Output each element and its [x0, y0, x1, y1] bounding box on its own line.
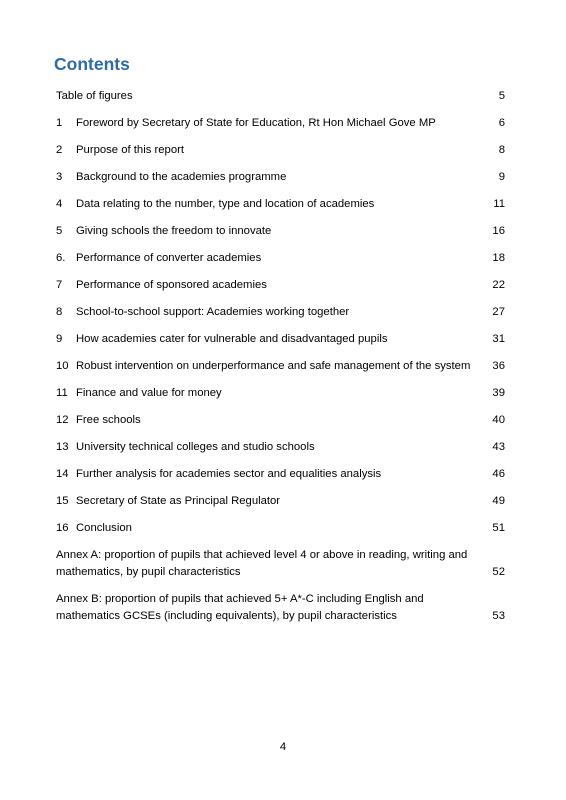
toc-entry-page: 39 [492, 387, 505, 399]
toc-entry[interactable] [56, 196, 505, 213]
toc-entry-number: 7 [56, 279, 63, 291]
toc-entry[interactable] [56, 115, 505, 132]
toc-entry-title: 9 How academies cater for vulnerable and disadvantaged pupils [56, 331, 505, 348]
toc-entry-page: 52 [492, 566, 505, 578]
toc-entry-number: 8 [56, 306, 63, 318]
toc-entry[interactable] [56, 250, 505, 267]
toc-entry-page: 11 [493, 198, 505, 210]
toc-entry-annex-b[interactable] [56, 591, 505, 625]
toc-entry-page: 46 [492, 468, 505, 480]
toc-entry[interactable] [56, 304, 505, 321]
toc-entry-title: 2 Purpose of this report [56, 142, 505, 159]
toc-entry-number: 16 [56, 522, 69, 534]
toc-entry[interactable] [56, 385, 505, 402]
toc-entry[interactable] [56, 520, 505, 537]
toc-entry[interactable] [56, 466, 505, 483]
toc-entry-page: 27 [492, 306, 505, 318]
toc-entry-page: 6 [498, 117, 505, 129]
toc-entry-title: 11 Finance and value for money [56, 385, 505, 402]
table-of-contents [56, 88, 505, 625]
toc-entry-title: Annex A: proportion of pupils that achieved level 4 or above in reading, writing and mathematics, by pupil characteristics [56, 549, 468, 578]
toc-entry-title: 7 Performance of sponsored academies [56, 277, 505, 294]
toc-entry-page: 36 [492, 360, 505, 372]
toc-entry[interactable] [56, 223, 505, 240]
page-number: 4 [279, 741, 287, 753]
toc-entry-title: 8 School-to-school support: Academies working together [56, 304, 505, 321]
toc-entry-page: 16 [492, 225, 505, 237]
toc-entry[interactable] [56, 439, 505, 456]
toc-entry-number: 11 [56, 387, 68, 399]
toc-entry-number: 2 [56, 144, 63, 156]
toc-entry-page: 31 [492, 333, 505, 345]
toc-entry-number: 15 [56, 495, 69, 507]
toc-entry-number: 6. [56, 252, 66, 264]
toc-entry[interactable] [56, 412, 505, 429]
toc-entry-title: 15 Secretary of State as Principal Regulator [56, 493, 505, 510]
toc-entry-number: 1 [56, 117, 63, 129]
toc-entry-number: 14 [56, 468, 69, 480]
toc-entry-number: 10 [56, 360, 69, 372]
toc-entry-page: 53 [492, 610, 505, 622]
toc-entry-number: 9 [56, 333, 63, 345]
toc-entry-title: 4 Data relating to the number, type and location of academies [56, 196, 505, 213]
toc-entry[interactable] [56, 277, 505, 294]
toc-entry-title: 5 Giving schools the freedom to innovate [56, 223, 505, 240]
toc-entry-page: 5 [498, 90, 505, 102]
toc-entry-page: 9 [498, 171, 505, 183]
toc-entry-title: 14 Further analysis for academies sector and equalities analysis [56, 466, 505, 483]
toc-entry[interactable] [56, 169, 505, 186]
toc-entry-title: 10 Robust intervention on underperformance and safe management of the system [56, 358, 505, 375]
toc-entry[interactable] [56, 493, 505, 510]
toc-entry-title: 13 University technical colleges and studio schools [56, 439, 505, 456]
contents-heading: Contents [54, 54, 130, 74]
toc-entry-page: 51 [492, 522, 505, 534]
toc-entry[interactable] [56, 88, 505, 105]
toc-entry-number: 13 [56, 441, 69, 453]
toc-entry-number: 3 [56, 171, 63, 183]
toc-entry-title: Table of figures [56, 90, 133, 102]
toc-entry-page: 49 [492, 495, 505, 507]
toc-entry-annex-a[interactable] [56, 547, 505, 581]
toc-entry-page: 43 [492, 441, 505, 453]
toc-entry-title: 3 Background to the academies programme [56, 169, 505, 186]
toc-entry-title: 16 Conclusion [56, 520, 505, 537]
toc-entry-number: 5 [56, 225, 63, 237]
toc-entry-number: 4 [56, 198, 63, 210]
toc-entry-title: 12 Free schools [56, 412, 505, 429]
toc-entry-page: 22 [492, 279, 505, 291]
toc-entry-number: 12 [56, 414, 69, 426]
toc-entry[interactable] [56, 358, 505, 375]
toc-entry-page: 8 [498, 144, 505, 156]
toc-entry-page: 18 [492, 252, 505, 264]
toc-entry[interactable] [56, 142, 505, 159]
toc-entry-title: Annex B: proportion of pupils that achieved 5+ A*-C including English and mathematics GCSEs (including equivalents), by pupil characteristics [56, 593, 424, 622]
toc-entry-title: 1 Foreword by Secretary of State for Education, Rt Hon Michael Gove MP [56, 115, 505, 132]
toc-entry-page: 40 [492, 414, 505, 426]
toc-entry[interactable] [56, 331, 505, 348]
toc-entry-title: 6. Performance of converter academies [56, 250, 505, 267]
